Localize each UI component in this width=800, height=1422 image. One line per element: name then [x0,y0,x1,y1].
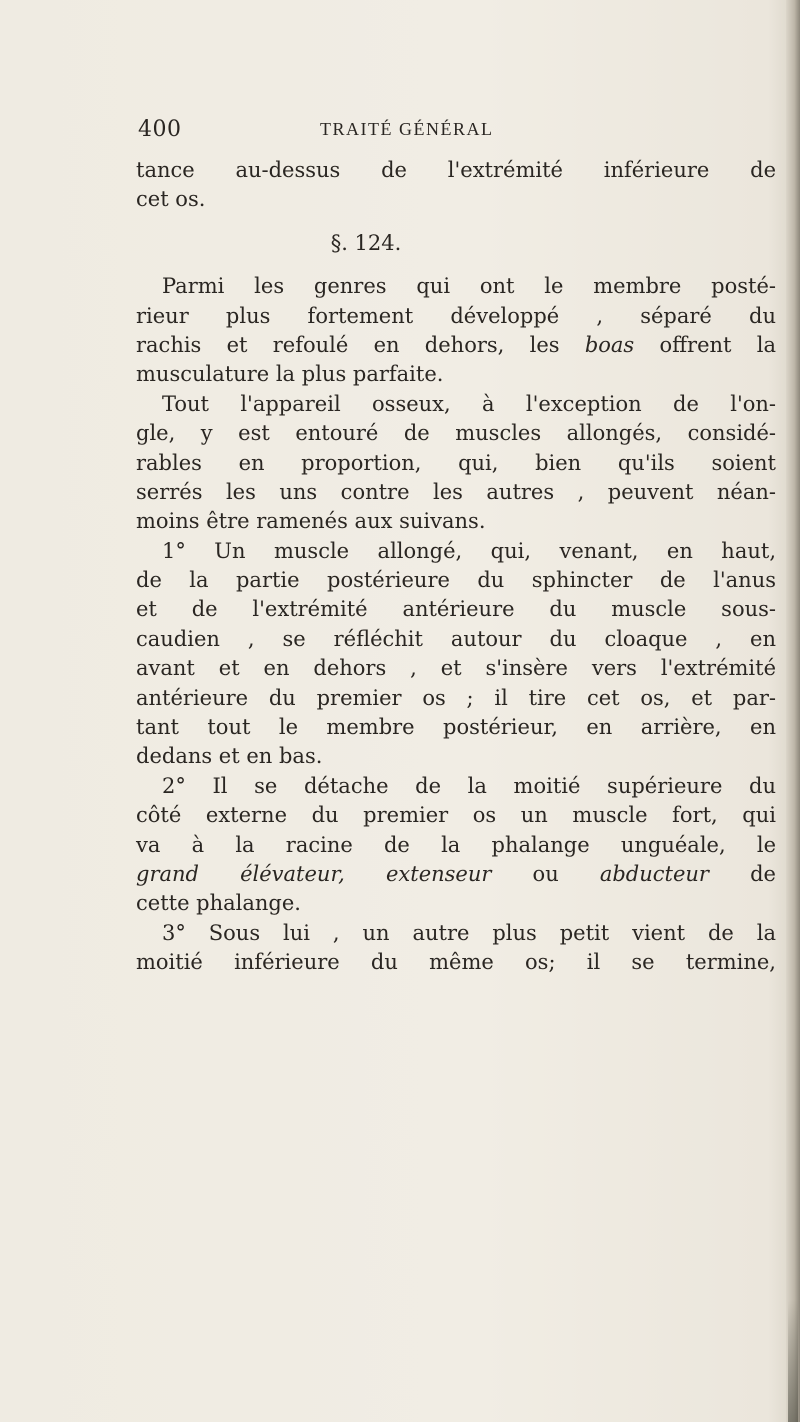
running-head [138,117,558,147]
section-heading: §. 124. [330,230,402,255]
italic-term: extenseur [385,861,492,886]
italic-term: abducteur [599,861,709,886]
text-line: avant et en dehors , et s'insère vers l'extrémité [136,656,776,681]
page-number: 400 [138,117,182,142]
text-line: moitié inférieure du même os; il se termine, [136,950,776,975]
text-line: caudien , se réfléchit autour du cloaque , en [136,626,776,651]
text-line: rieur plus fortement développé , séparé du [136,303,776,328]
text-line: rables en proportion, qui, bien qu'ils soient [136,450,776,475]
text-span: ou [532,861,559,886]
body-text [136,156,776,978]
text-line: tance au-dessus de l'extrémité inférieure de [136,158,776,182]
text-line: cet os. [136,187,206,212]
text-line: tant tout le membre postérieur, en arrière, en [136,715,776,740]
page-edge-shadow [788,1300,798,1422]
text-span: de [750,861,776,886]
text-line: côté externe du premier os un muscle fort, qui [136,803,776,828]
italic-term: boas [584,332,635,357]
text-line: musculature la plus parfaite. [136,362,444,387]
text-line: et de l'extrémité antérieure du muscle sous- [136,597,776,622]
text-line: cette phalange. [136,891,301,916]
text-line: serrés les uns contre les autres , peuvent néan- [136,479,776,504]
text-span: rachis et refoulé en dehors, les [136,332,560,357]
text-span: offrent la [659,332,776,357]
text-line [136,860,776,889]
text-line: de la partie postérieure du sphincter de l'anus [136,568,776,593]
text-line: Tout l'appareil osseux, à l'exception de l'on- [162,391,776,416]
text-line: 3° Sous lui , un autre plus petit vient de la [162,920,776,945]
text-line [136,331,776,360]
text-line: dedans et en bas. [136,744,323,769]
text-line: va à la racine de la phalange unguéale, le [136,832,776,857]
text-line: 1° Un muscle allongé, qui, venant, en haut, [162,538,776,563]
text-line: gle, y est entouré de muscles allongés, considé- [136,421,776,446]
page-edge [786,0,800,1422]
text-line: Parmi les genres qui ont le membre posté- [162,274,776,299]
text-line: antérieure du premier os ; il tire cet os, et par- [136,685,776,710]
text-line: 2° Il se détache de la moitié supérieure du [162,773,776,798]
text-line: moins être ramenés aux suivans. [136,509,486,534]
running-title: TRAITÉ GÉNÉRAL [320,119,494,139]
italic-term: grand élévateur, [136,861,345,886]
